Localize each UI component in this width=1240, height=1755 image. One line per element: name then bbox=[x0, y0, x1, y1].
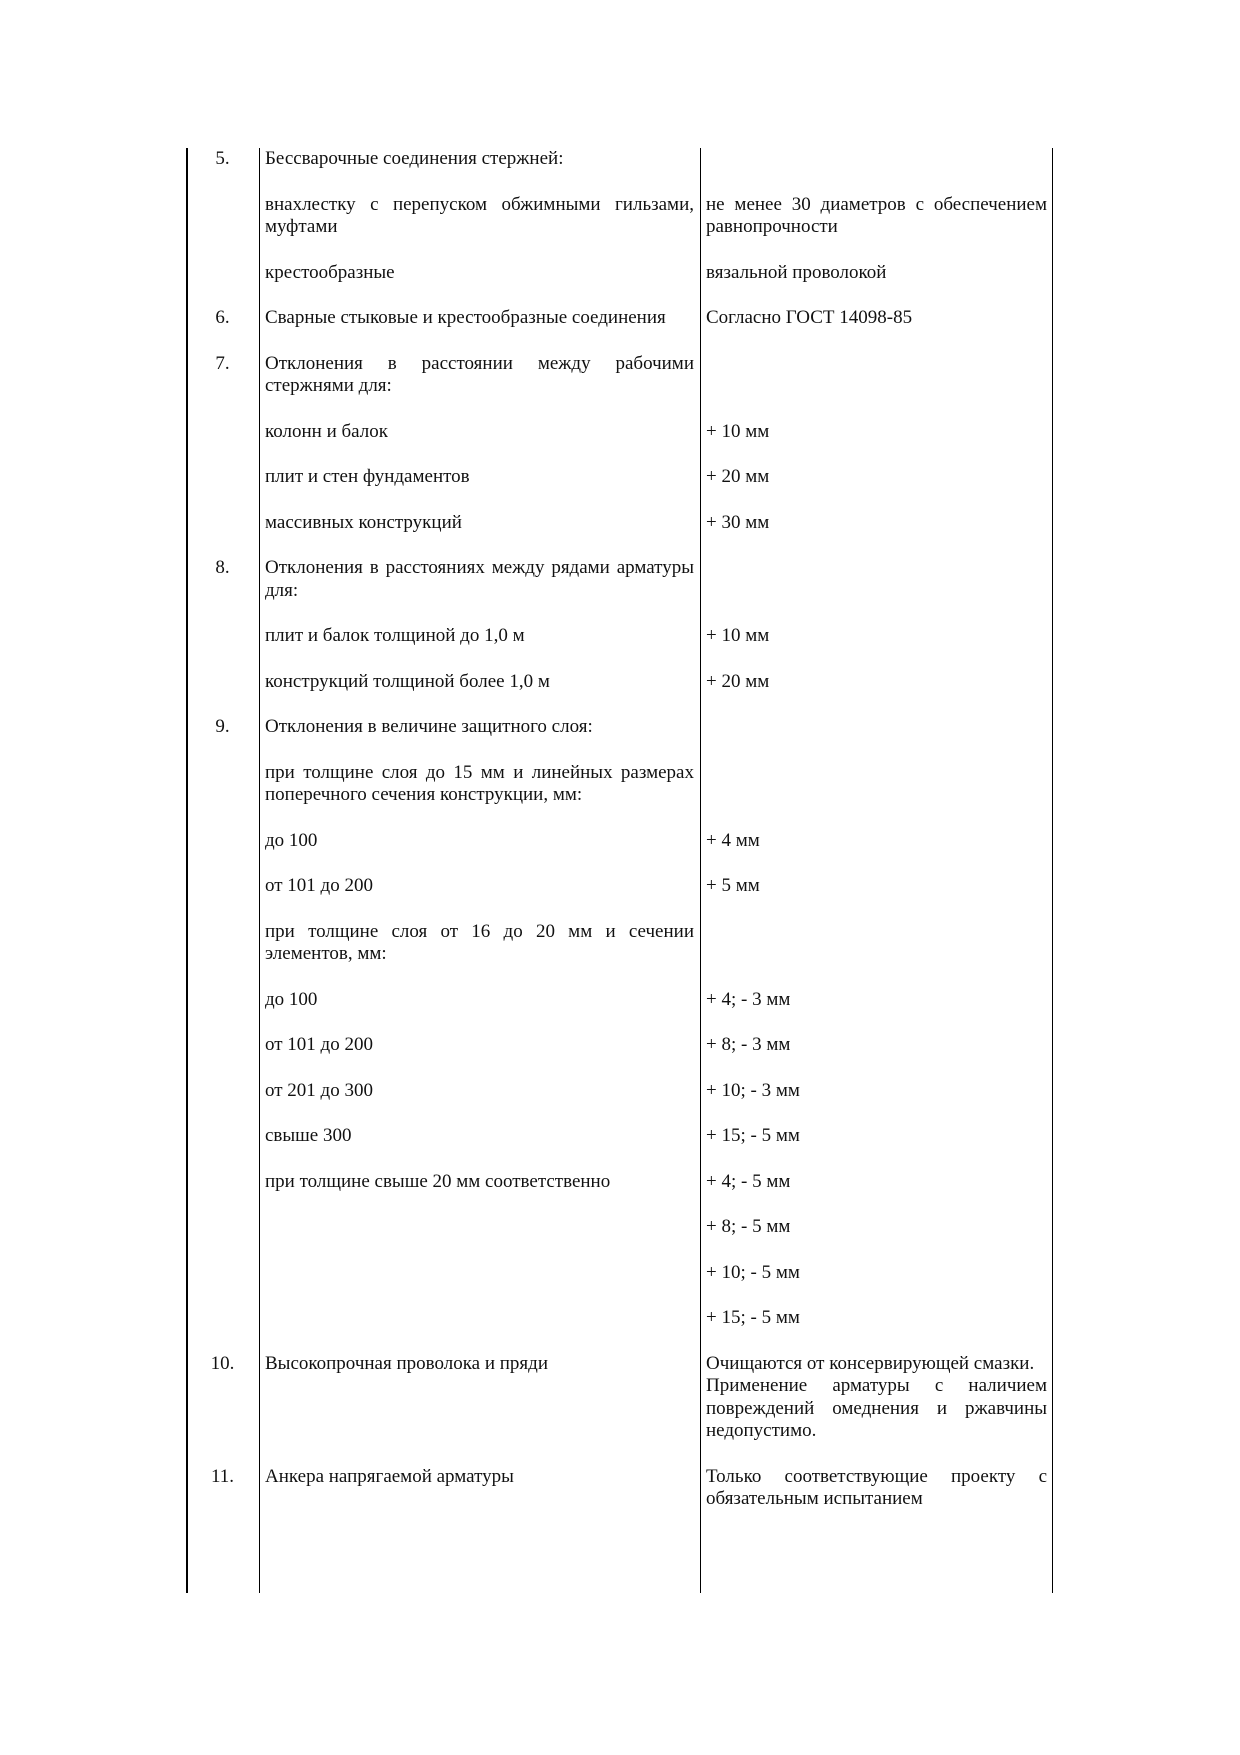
row-number: 10. bbox=[210, 1352, 235, 1374]
row-value: + 5 мм bbox=[706, 875, 760, 896]
row-value: + 4 мм bbox=[706, 829, 760, 851]
row-description: свыше 300 bbox=[265, 1125, 352, 1146]
row-value: Согласно ГОСТ 14098-85 bbox=[706, 307, 913, 328]
row-number bbox=[186, 1125, 259, 1148]
row-description: до 100 bbox=[265, 829, 318, 851]
row-value: вязальной проволокой bbox=[706, 261, 887, 283]
row-number bbox=[186, 512, 259, 535]
row-description: до 100 bbox=[265, 988, 318, 1010]
row-number bbox=[186, 625, 259, 648]
row-description: Высокопрочная проволока и пряди bbox=[265, 1352, 548, 1374]
row-number bbox=[186, 762, 259, 807]
row-number bbox=[186, 1307, 259, 1330]
table-row bbox=[186, 671, 1053, 694]
row-value bbox=[700, 353, 1053, 398]
row-number bbox=[186, 671, 259, 694]
table-row bbox=[186, 557, 1053, 602]
row-description: Отклонения в расстоянии между рабочими стержнями для: bbox=[265, 352, 694, 396]
row-value bbox=[700, 762, 1053, 807]
row-description: при толщине свыше 20 мм соответственно bbox=[265, 1170, 611, 1192]
row-value: + 10; - 3 мм bbox=[706, 1079, 800, 1101]
row-description bbox=[259, 1216, 700, 1239]
row-value: + 8; - 3 мм bbox=[706, 1034, 791, 1055]
table-row bbox=[186, 1034, 1053, 1057]
row-number: 6. bbox=[215, 307, 230, 328]
requirements-table bbox=[186, 148, 1053, 1511]
row-number: 5. bbox=[215, 148, 230, 169]
row-value: Очищаются от консервирующей смазки. bbox=[706, 1352, 1035, 1374]
row-value bbox=[700, 921, 1053, 966]
row-value: + 15; - 5 мм bbox=[706, 1125, 800, 1146]
row-value: + 4; - 5 мм bbox=[706, 1170, 791, 1192]
row-description: конструкций толщиной более 1,0 м bbox=[265, 670, 550, 692]
row-value: + 10 мм bbox=[706, 625, 770, 646]
row-number bbox=[186, 989, 259, 1012]
row-description bbox=[259, 1307, 700, 1330]
row-description: Отклонения в расстояниях между рядами арматуры для: bbox=[265, 557, 694, 601]
row-description: от 101 до 200 bbox=[265, 1034, 373, 1055]
table-row bbox=[186, 875, 1053, 898]
table-row bbox=[186, 353, 1053, 398]
row-number: 8. bbox=[215, 557, 230, 578]
table-row bbox=[186, 1307, 1053, 1330]
table-row bbox=[186, 762, 1053, 807]
row-value: + 20 мм bbox=[706, 670, 770, 692]
table-row bbox=[186, 1125, 1053, 1148]
row-number bbox=[186, 1080, 259, 1103]
row-value bbox=[700, 557, 1053, 602]
table-row bbox=[186, 307, 1053, 330]
row-description: плит и балок толщиной до 1,0 м bbox=[265, 625, 525, 646]
row-description: внахлестку с перепуском обжимными гильзами, муфтами bbox=[265, 193, 694, 237]
table-row bbox=[186, 1353, 1053, 1443]
row-number bbox=[186, 875, 259, 898]
row-description: от 201 до 300 bbox=[265, 1079, 373, 1101]
row-description: при толщине слоя до 15 мм и линейных размерах поперечного сечения конструкции, мм: bbox=[265, 761, 694, 805]
row-value: не менее 30 диаметров с обеспечением равнопрочности bbox=[706, 193, 1047, 237]
table-row bbox=[186, 262, 1053, 285]
row-value bbox=[700, 716, 1053, 739]
row-value: + 15; - 5 мм bbox=[706, 1307, 800, 1328]
row-value: + 10 мм bbox=[706, 420, 770, 442]
row-description: при толщине слоя от 16 до 20 мм и сечении элементов, мм: bbox=[265, 920, 694, 964]
row-value: Только соответствующие проекту с обязательным испытанием bbox=[706, 1465, 1047, 1509]
row-number bbox=[186, 1171, 259, 1194]
table-row bbox=[186, 148, 1053, 171]
table-row bbox=[186, 512, 1053, 535]
row-value: + 30 мм bbox=[706, 511, 770, 533]
table-row bbox=[186, 830, 1053, 853]
row-description: от 101 до 200 bbox=[265, 875, 373, 896]
row-number: 9. bbox=[215, 716, 230, 737]
table-row bbox=[186, 1466, 1053, 1511]
table-row bbox=[186, 716, 1053, 739]
row-number bbox=[186, 421, 259, 444]
row-description: массивных конструкций bbox=[265, 511, 462, 533]
row-description: Бессварочные соединения стержней: bbox=[265, 148, 564, 169]
table-row bbox=[186, 625, 1053, 648]
table-row bbox=[186, 1262, 1053, 1285]
row-value-note: Применение арматуры с наличием повреждений омеднения и ржавчины недопустимо. bbox=[706, 1375, 1047, 1441]
row-number bbox=[186, 921, 259, 966]
row-description: колонн и балок bbox=[265, 420, 388, 442]
row-value: + 20 мм bbox=[706, 466, 770, 487]
row-value bbox=[700, 148, 1053, 171]
table-row bbox=[186, 989, 1053, 1012]
row-number bbox=[186, 262, 259, 285]
row-description: Анкера напрягаемой арматуры bbox=[265, 1465, 514, 1487]
row-number bbox=[186, 1216, 259, 1239]
row-description: Отклонения в величине защитного слоя: bbox=[265, 716, 593, 737]
row-number bbox=[186, 1262, 259, 1285]
table-row bbox=[186, 421, 1053, 444]
row-number: 7. bbox=[215, 352, 230, 374]
table-row bbox=[186, 1171, 1053, 1194]
row-description: крестообразные bbox=[265, 261, 395, 283]
row-number: 11. bbox=[210, 1465, 235, 1487]
table-row bbox=[186, 466, 1053, 489]
row-value: + 4; - 3 мм bbox=[706, 988, 791, 1010]
table-row bbox=[186, 194, 1053, 239]
table-row bbox=[186, 1080, 1053, 1103]
row-description: плит и стен фундаментов bbox=[265, 466, 470, 487]
row-number bbox=[186, 1034, 259, 1057]
row-number bbox=[186, 466, 259, 489]
table-row bbox=[186, 1216, 1053, 1239]
row-value: + 8; - 5 мм bbox=[706, 1216, 791, 1237]
row-number bbox=[186, 194, 259, 239]
table-row bbox=[186, 921, 1053, 966]
row-description: Сварные стыковые и крестообразные соединения bbox=[265, 307, 666, 328]
row-value-group bbox=[700, 1353, 1053, 1443]
row-description bbox=[259, 1262, 700, 1285]
row-number bbox=[186, 830, 259, 853]
row-value: + 10; - 5 мм bbox=[706, 1261, 800, 1283]
